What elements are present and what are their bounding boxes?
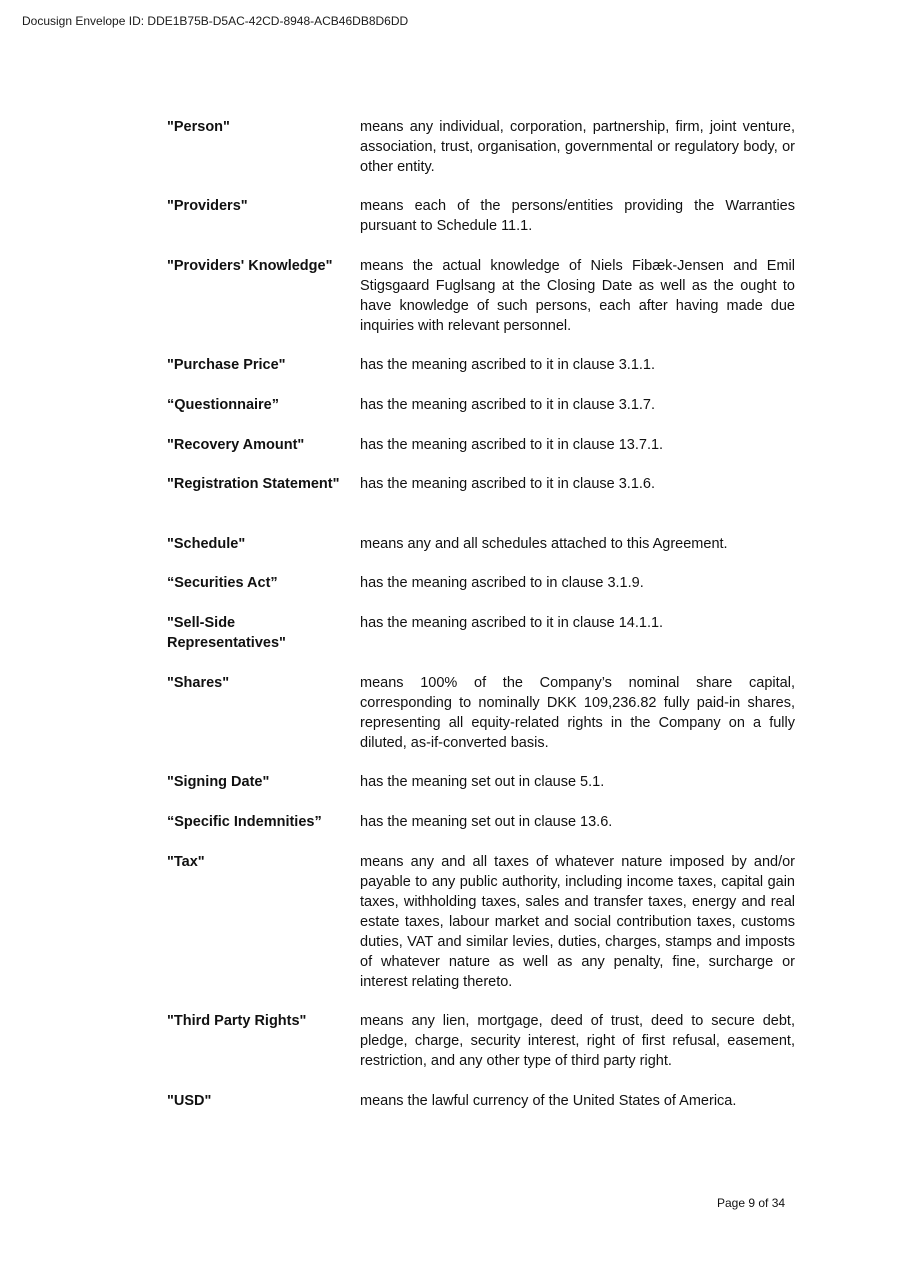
definition-text: means 100% of the Company’s nominal share capital, corresponding to nominally DKK 109,236.82 fully paid-in shares, representing all equity-related rights in the Company on a fully diluted, as-if-converted basis. <box>360 675 795 751</box>
definition-row-providers <box>167 196 795 256</box>
definition-row-securities-act <box>167 573 795 613</box>
definition-term: “Securities Act” <box>167 575 278 591</box>
definition-row-shares <box>167 673 795 772</box>
page-number: Page 9 of 34 <box>717 1196 786 1210</box>
definition-term: "Recovery Amount" <box>167 437 305 453</box>
definition-row-providers-knowledge <box>167 256 795 355</box>
envelope-id: Docusign Envelope ID: DDE1B75B-D5AC-42CD-8948-ACB46DB8D6DD <box>22 14 409 28</box>
definition-row-registration-statement <box>167 474 795 534</box>
definition-text: means the lawful currency of the United States of America. <box>360 1093 737 1109</box>
definition-row-third-party-rights <box>167 1011 795 1091</box>
definition-row-specific-indemnities <box>167 812 795 852</box>
definition-text: means any and all taxes of whatever nature imposed by and/or payable to any public authority, including income taxes, capital gain taxes, withholding taxes, sales and transfer taxes, energy and real estate taxes, labour market and social contribution taxes, customs duties, VAT and similar levies, duties, charges, stamps and imposts of whatever nature as well as any penalty, fine, surcharge or interest relating thereto. <box>360 854 795 990</box>
definition-text: has the meaning ascribed to it in clause 14.1.1. <box>360 615 664 631</box>
definition-term: “Questionnaire” <box>167 397 279 413</box>
definition-row-sell-side-representatives <box>167 613 795 673</box>
definition-term: "Providers" <box>167 198 248 214</box>
definition-term: "USD" <box>167 1093 212 1109</box>
definition-text: means each of the persons/entities providing the Warranties pursuant to Schedule 11.1. <box>360 198 795 234</box>
definition-row-signing-date <box>167 772 795 812</box>
definition-term: "Third Party Rights" <box>167 1013 307 1029</box>
definition-term: "Signing Date" <box>167 774 270 790</box>
definition-text: has the meaning set out in clause 5.1. <box>360 774 605 790</box>
definition-row-recovery-amount <box>167 435 795 474</box>
definition-term: "Tax" <box>167 854 205 870</box>
definition-row-schedule <box>167 534 795 573</box>
definition-term: "Shares" <box>167 675 230 691</box>
definition-text: has the meaning ascribed to in clause 3.1.9. <box>360 575 644 591</box>
definition-text: has the meaning ascribed to it in clause 3.1.6. <box>360 476 656 492</box>
definition-text: has the meaning set out in clause 13.6. <box>360 814 613 830</box>
definition-text: has the meaning ascribed to it in clause 3.1.1. <box>360 357 656 373</box>
definition-row-person <box>167 117 795 196</box>
definition-text: has the meaning ascribed to it in clause 3.1.7. <box>360 397 656 413</box>
definition-term: "Sell-Side Representatives" <box>167 615 286 651</box>
definition-row-questionnaire <box>167 395 795 435</box>
definition-text: means any and all schedules attached to this Agreement. <box>360 536 728 552</box>
definition-row-usd <box>167 1091 795 1131</box>
definition-term: "Providers' Knowledge" <box>167 258 333 274</box>
definition-text: has the meaning ascribed to it in clause 13.7.1. <box>360 437 664 453</box>
definition-text: means the actual knowledge of Niels Fibæk-Jensen and Emil Stigsgaard Fuglsang at the Closing Date as well as the ought to have knowledge of such persons, each after having made due inquiries with relevant personnel. <box>360 258 795 334</box>
definition-term: "Purchase Price" <box>167 357 286 373</box>
definition-text: means any individual, corporation, partnership, firm, joint venture, association, trust, organisation, governmental or regulatory body, or other entity. <box>360 119 795 175</box>
definition-term: "Schedule" <box>167 536 246 552</box>
definition-term: “Specific Indemnities” <box>167 814 322 830</box>
definition-row-purchase-price <box>167 355 795 395</box>
definition-term: "Person" <box>167 119 230 135</box>
definition-text: means any lien, mortgage, deed of trust, deed to secure debt, pledge, charge, security interest, right of first refusal, easement, restriction, and any other type of third party right. <box>360 1013 795 1069</box>
definition-row-tax <box>167 852 795 1011</box>
definitions-list <box>167 117 795 1131</box>
definition-term: "Registration Statement" <box>167 476 340 492</box>
